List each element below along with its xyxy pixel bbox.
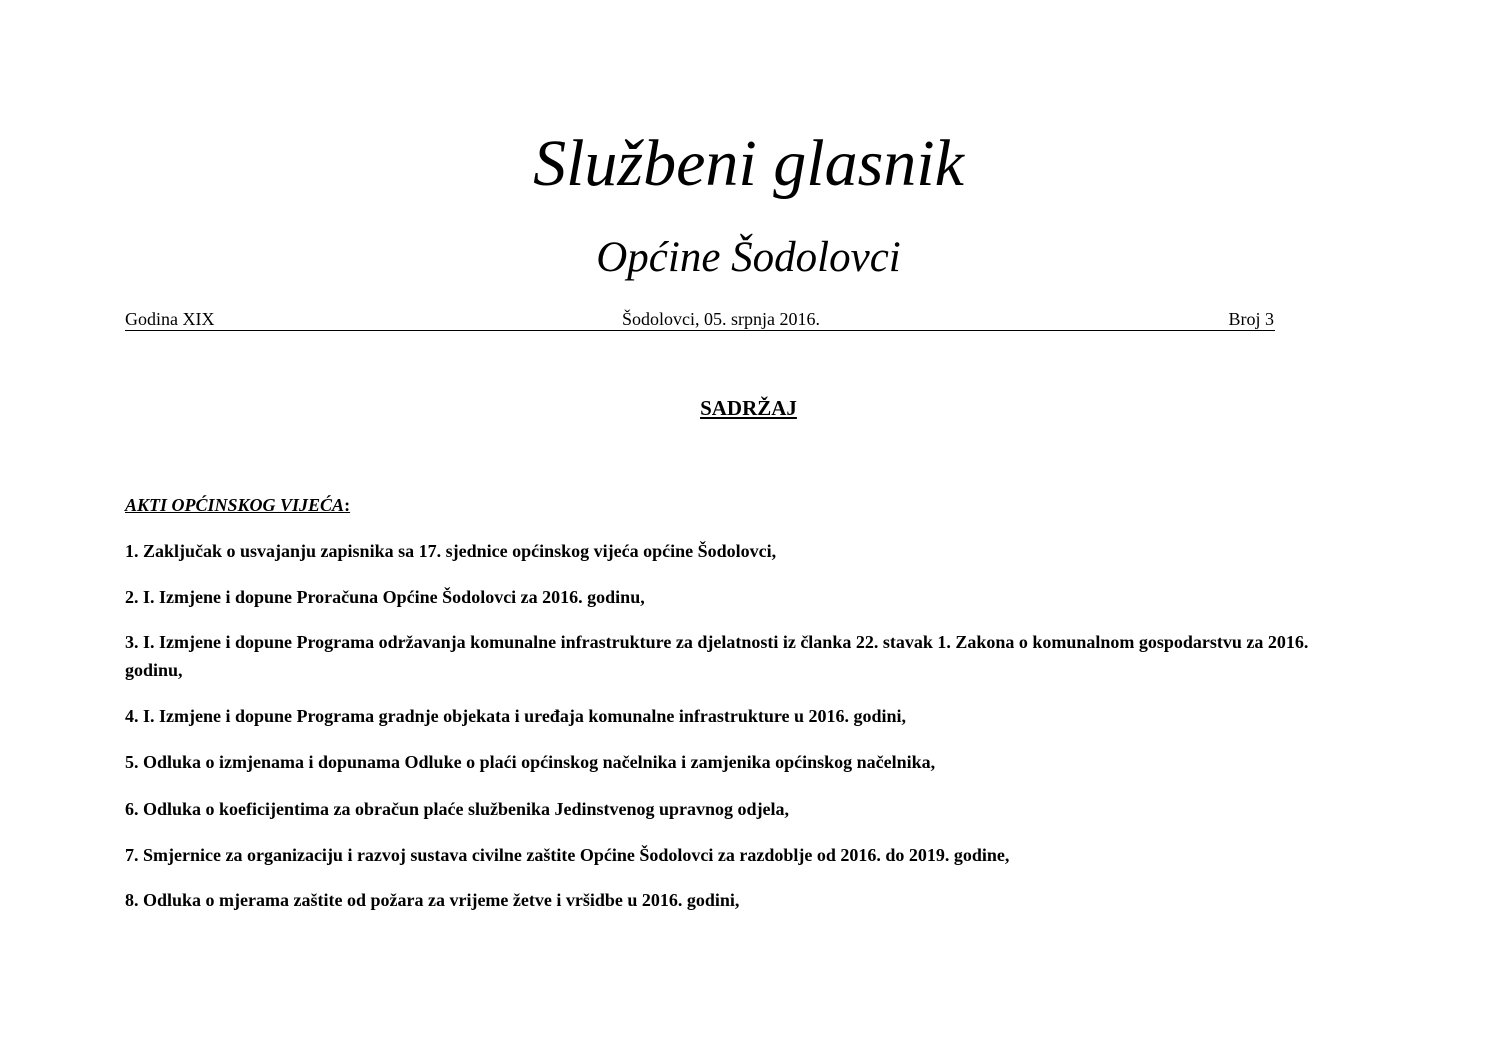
contents-heading: SADRŽAJ — [700, 396, 797, 420]
section-title: AKTI OPĆINSKOG VIJEĆA — [125, 495, 345, 515]
contents-item-4: 4. I. Izmjene i dopune Programa gradnje objekata i uređaja komunalne infrastrukture u 2016. godini, — [125, 706, 907, 726]
contents-item-5: 5. Odluka o izmjenama i dopunama Odluke o plaći općinskog načelnika i zamjenika općinskog načelnika, — [125, 752, 936, 772]
contents-item-2: 2. I. Izmjene i dopune Proračuna Općine Šodolovci za 2016. godinu, — [125, 587, 645, 607]
document-subtitle: Općine Šodolovci — [596, 234, 901, 281]
contents-item-1: 1. Zaključak o usvajanju zapisnika sa 17. sjednice općinskog vijeća općine Šodolovci, — [125, 541, 777, 561]
contents-item-7: 7. Smjernice za organizaciju i razvoj sustava civilne zaštite Općine Šodolovci za razdoblje od 2016. do 2019. godine, — [125, 845, 1010, 865]
contents-item-3: 3. I. Izmjene i dopune Programa održavanja komunalne infrastrukture za djelatnosti iz članka 22. stavak 1. Zakona o komunalnom gospodarstvu za 2016. godinu, — [125, 632, 1309, 680]
section-heading — [125, 492, 350, 518]
section-colon: : — [344, 495, 351, 515]
contents-item-6: 6. Odluka o koeficijentima za obračun plaće službenika Jedinstvenog upravnog odjela, — [125, 799, 790, 819]
issue-number: Broj 3 — [1228, 309, 1274, 329]
issue-year: Godina XIX — [125, 309, 215, 329]
contents-item-8: 8. Odluka o mjerama zaštite od požara za vrijeme žetve i vršidbe u 2016. godini, — [125, 890, 740, 910]
issue-place-date: Šodolovci, 05. srpnja 2016. — [622, 309, 820, 329]
document-title: Službeni glasnik — [533, 127, 964, 200]
issue-info-line — [125, 308, 1275, 331]
